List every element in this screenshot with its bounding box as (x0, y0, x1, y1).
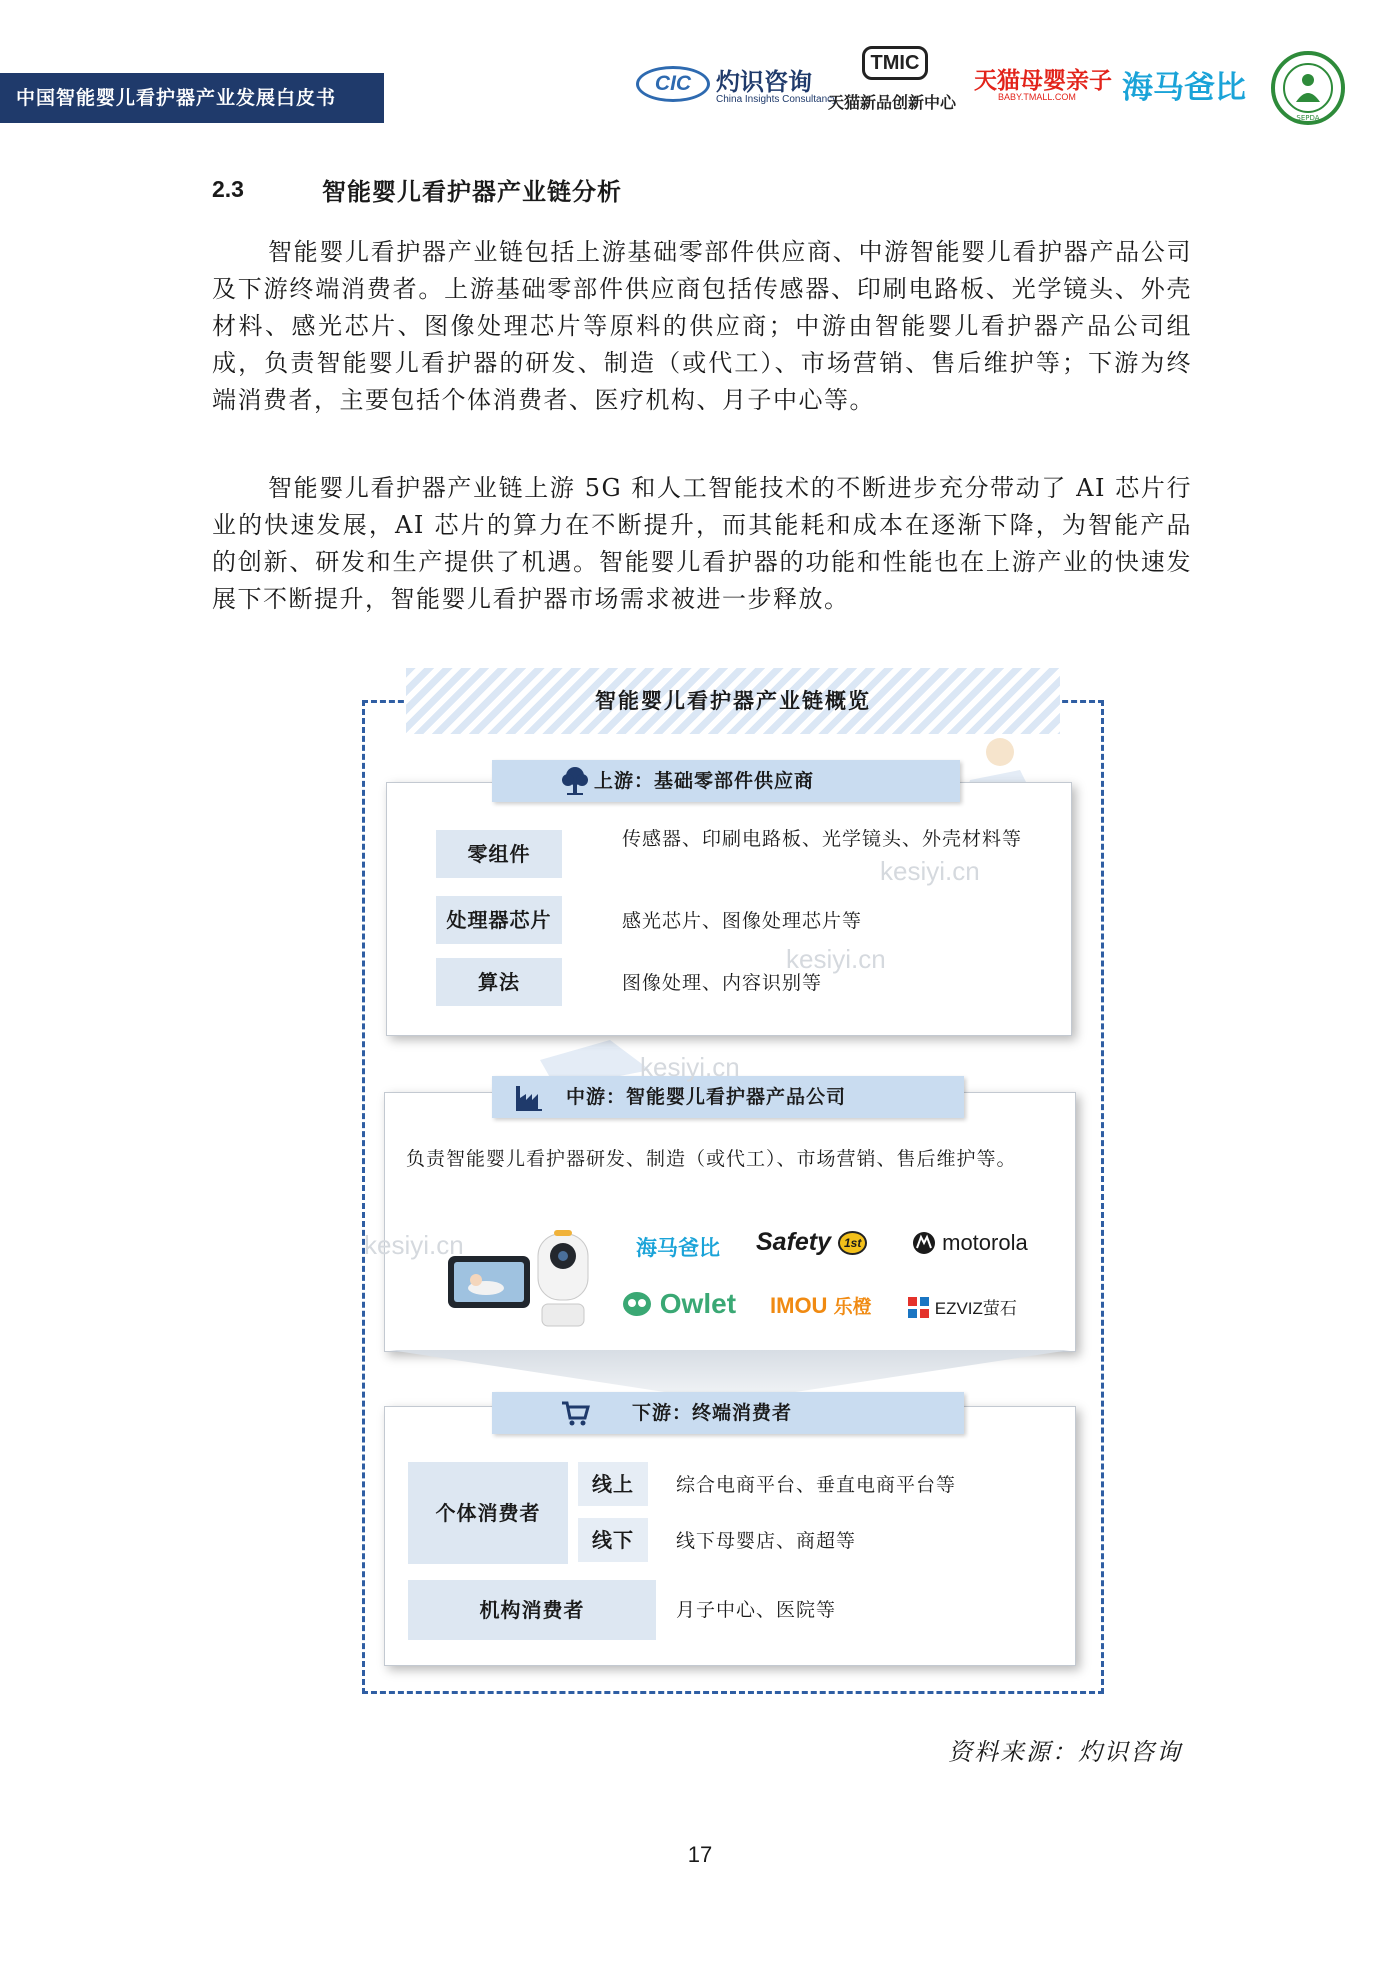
sepda-seal-text: SEPDA (1296, 114, 1320, 122)
brand-imou-text: IMOU (770, 1293, 828, 1318)
institutional-desc: 月子中心、医院等 (676, 1599, 837, 1621)
sepda-logo (1270, 50, 1346, 126)
brand-ezviz (908, 1294, 1017, 1319)
tmic-logo (828, 46, 968, 116)
tmall-baby-name: 天猫母婴亲子 (974, 68, 1112, 94)
brand-owlet (622, 1288, 736, 1320)
report-title-bar: 中国智能婴儿看护器产业发展白皮书 (0, 73, 384, 123)
haima-logo: 海马爸比 (1122, 70, 1246, 106)
upstream-category: 处理器芯片 (436, 896, 562, 944)
midstream-label: 中游：智能婴儿看护器产品公司 (566, 1086, 847, 1108)
ezviz-logo-icon (908, 1297, 930, 1319)
downstream-category: 机构消费者 (408, 1580, 656, 1640)
motorola-logo-icon (912, 1231, 936, 1255)
online-channel-desc: 综合电商平台、垂直电商平台等 (676, 1474, 957, 1496)
brand-ezviz-text: EZVIZ (934, 1299, 983, 1318)
offline-channel-desc: 线下母婴店、商超等 (676, 1530, 857, 1552)
watermark: kesiyi.cn (364, 1230, 464, 1260)
brand-imou-cn: 乐橙 (833, 1296, 872, 1318)
tmic-subtitle: 天猫新品创新中心 (828, 93, 957, 112)
upstream-desc: 传感器、印刷电路板、光学镜头、外壳材料等 (622, 828, 1023, 850)
upstream-desc: 图像处理、内容识别等 (622, 972, 823, 994)
online-channel-label: 线上 (578, 1462, 648, 1506)
brand-safety-1st (756, 1228, 867, 1257)
upstream-tab (492, 760, 960, 802)
figure-title: 智能婴儿看护器产业链概览 (406, 668, 1060, 734)
brand-ezviz-cn: 萤石 (982, 1299, 1017, 1319)
sepda-seal-icon (1270, 50, 1346, 126)
brand-motorola-text: motorola (942, 1230, 1028, 1255)
downstream-category: 个体消费者 (408, 1462, 568, 1564)
tmic-mark: TMIC (862, 46, 928, 80)
tmall-baby-logo (974, 62, 1110, 112)
cart-icon (560, 1398, 590, 1428)
brand-imou (770, 1292, 872, 1319)
baby-monitor-illustration (446, 1226, 596, 1334)
brand-1st-badge: 1st (838, 1231, 867, 1255)
section-title: 智能婴儿看护器产业链分析 (322, 177, 622, 206)
factory-icon (514, 1082, 544, 1112)
page-number: 17 (687, 1842, 713, 1867)
midstream-desc: 负责智能婴儿看护器研发、制造（或代工）、市场营销、售后维护等。 (406, 1148, 1017, 1170)
upstream-label: 上游：基础零部件供应商 (594, 770, 815, 792)
upstream-desc: 感光芯片、图像处理芯片等 (622, 910, 863, 932)
cic-mark: CIC (636, 66, 710, 102)
downstream-tab (492, 1392, 964, 1434)
cic-name: 灼识咨询 (716, 68, 812, 96)
watermark: kesiyi.cn (786, 944, 886, 974)
watermark: kesiyi.cn (640, 1052, 740, 1082)
brand-safety: Safety (756, 1228, 832, 1256)
offline-channel-label: 线下 (578, 1518, 648, 1562)
body-paragraph: 智能婴儿看护器产业链上游 5G 和人工智能技术的不断进步充分带动了 AI 芯片行业的快速发展，AI 芯片的算力在不断提升，而其能耗和成本在逐渐下降，为智能产品的创新、研发和生产提供了机遇。智能婴儿看护器的功能和性能也在上游产业的快速发展下不断提升，智能婴儿看护器市场需求被进一步释放。 (212, 474, 1192, 613)
section-number: 2.3 (212, 176, 244, 202)
figure-source: 资料来源：灼识咨询 (948, 1738, 1182, 1766)
body-paragraph: 智能婴儿看护器产业链包括上游基础零部件供应商、中游智能婴儿看护器产品公司及下游终端消费者。上游基础零部件供应商包括传感器、印刷电路板、光学镜头、外壳材料、感光芯片、图像处理芯片等原料的供应商；中游由智能婴儿看护器产品公司组成，负责智能婴儿看护器的研发、制造（或代工）、市场营销、售后维护等；下游为终端消费者，主要包括个体消费者、医疗机构、月子中心等。 (212, 238, 1192, 414)
owlet-logo-icon (622, 1291, 652, 1317)
tree-icon (560, 766, 590, 796)
downstream-label: 下游：终端消费者 (632, 1402, 793, 1424)
brand-owlet-text: Owlet (659, 1288, 737, 1319)
brand-haima: 海马爸比 (636, 1236, 720, 1260)
cic-logo (636, 60, 838, 116)
brand-motorola (912, 1230, 1028, 1256)
watermark: kesiyi.cn (880, 856, 980, 886)
tmall-baby-url: BABY.TMALL.COM (998, 92, 1076, 102)
upstream-category: 零组件 (436, 830, 562, 878)
cic-subtitle: China Insights Consultancy (716, 94, 838, 105)
upstream-category: 算法 (436, 958, 562, 1006)
